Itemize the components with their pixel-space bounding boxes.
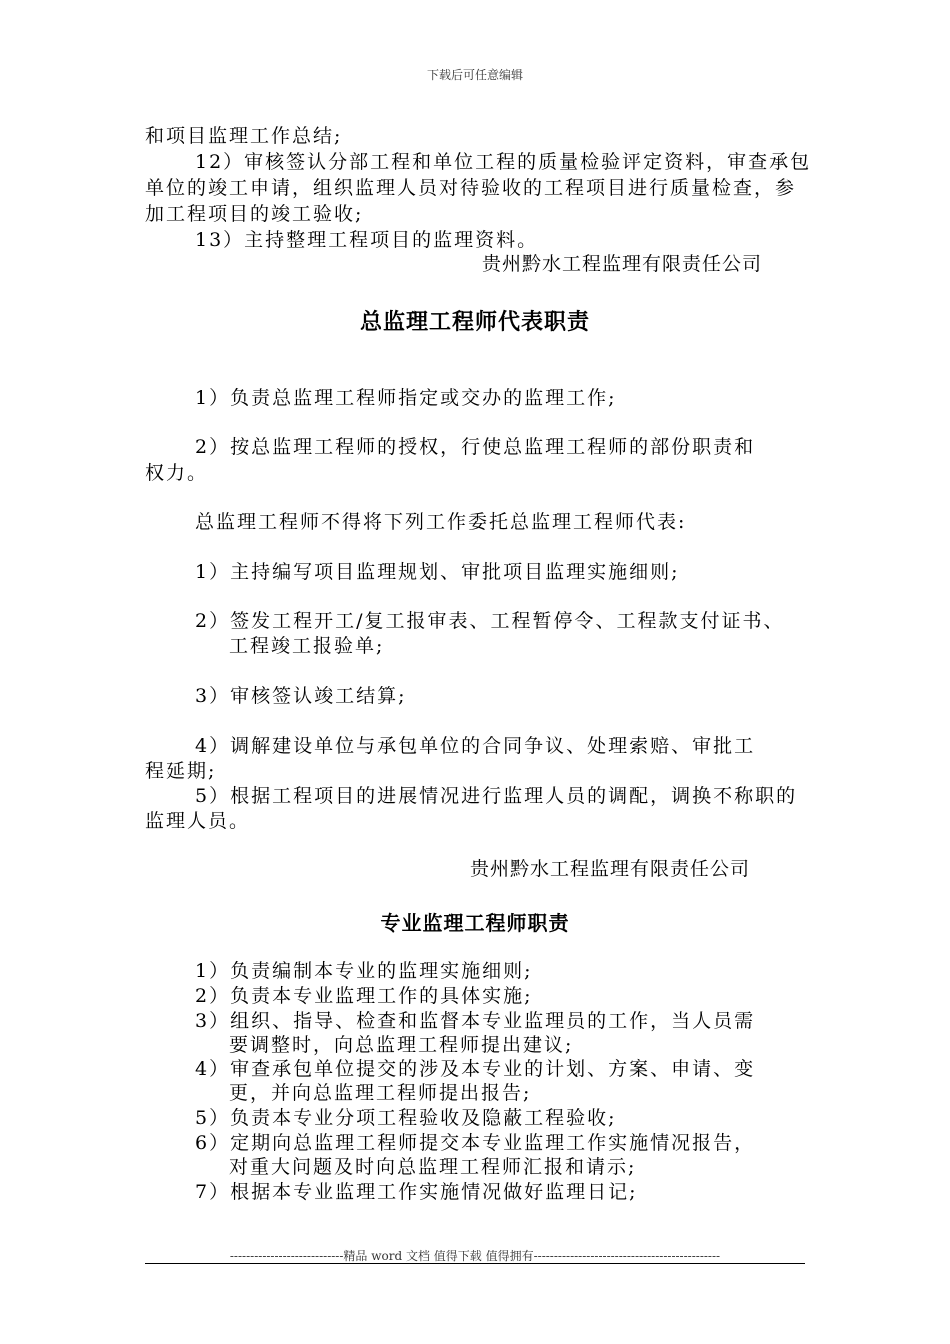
text-line: 总监理工程师不得将下列工作委托总监理工程师代表: — [195, 511, 687, 533]
text-line: 工程竣工报验单; — [229, 635, 385, 657]
text-line: 对重大问题及时向总监理工程师汇报和请示; — [229, 1156, 637, 1178]
text-line: 12）审核签认分部工程和单位工程的质量检验评定资料，审查承包 — [195, 151, 812, 173]
text-line: 4）调解建设单位与承包单位的合同争议、处理索赔、审批工 — [195, 735, 756, 757]
section-title-deputy: 总监理工程师代表职责 — [359, 310, 590, 335]
text-line: 2）按总监理工程师的授权，行使总监理工程师的部份职责和 — [195, 436, 756, 458]
footer-note: ----------------------------精品 word 文档 值得下载 值得拥有---------------------------------------------- — [229, 1249, 721, 1263]
text-line: 6）定期向总监理工程师提交本专业监理工作实施情况报告， — [195, 1132, 756, 1154]
text-line: 3）组织、指导、检查和监督本专业监理员的工作，当人员需 — [195, 1010, 756, 1032]
text-line: 2）负责本专业监理工作的具体实施; — [195, 985, 533, 1007]
text-line: 5）负责本专业分项工程验收及隐蔽工程验收; — [195, 1107, 617, 1129]
text-line: 3）审核签认竣工结算; — [195, 685, 407, 707]
text-line: 程延期; — [145, 760, 217, 782]
text-line: 权力。 — [145, 462, 209, 484]
text-line: 7）根据本专业监理工作实施情况做好监理日记; — [195, 1181, 638, 1203]
text-line: 1）负责编制本专业的监理实施细则; — [195, 960, 533, 982]
company-signature: 贵州黔水工程监理有限责任公司 — [482, 253, 763, 275]
text-line: 单位的竣工申请，组织监理人员对待验收的工程项目进行质量检查，参 — [145, 177, 797, 199]
text-line: 监理人员。 — [145, 810, 251, 832]
text-line: 13）主持整理工程项目的监理资料。 — [195, 229, 539, 251]
header-note: 下载后可任意编辑 — [426, 68, 523, 82]
text-line: 4）审查承包单位提交的涉及本专业的计划、方案、申请、变 — [195, 1058, 756, 1080]
text-line: 5）根据工程项目的进展情况进行监理人员的调配，调换不称职的 — [195, 785, 798, 807]
text-line: 2）签发工程开工/复工报审表、工程暂停令、工程款支付证书、 — [195, 610, 785, 632]
text-line: 要调整时，向总监理工程师提出建议; — [229, 1034, 574, 1056]
section-title-specialty: 专业监理工程师职责 — [380, 911, 570, 935]
footer-divider — [145, 1263, 805, 1264]
text-line: 1）负责总监理工程师指定或交办的监理工作; — [195, 387, 617, 409]
text-line: 更，并向总监理工程师提出报告; — [229, 1082, 532, 1104]
company-signature: 贵州黔水工程监理有限责任公司 — [470, 858, 751, 880]
text-line: 和项目监理工作总结; — [145, 125, 343, 147]
text-line: 1）主持编写项目监理规划、审批项目监理实施细则; — [195, 561, 680, 583]
text-line: 加工程项目的竣工验收; — [145, 203, 364, 225]
